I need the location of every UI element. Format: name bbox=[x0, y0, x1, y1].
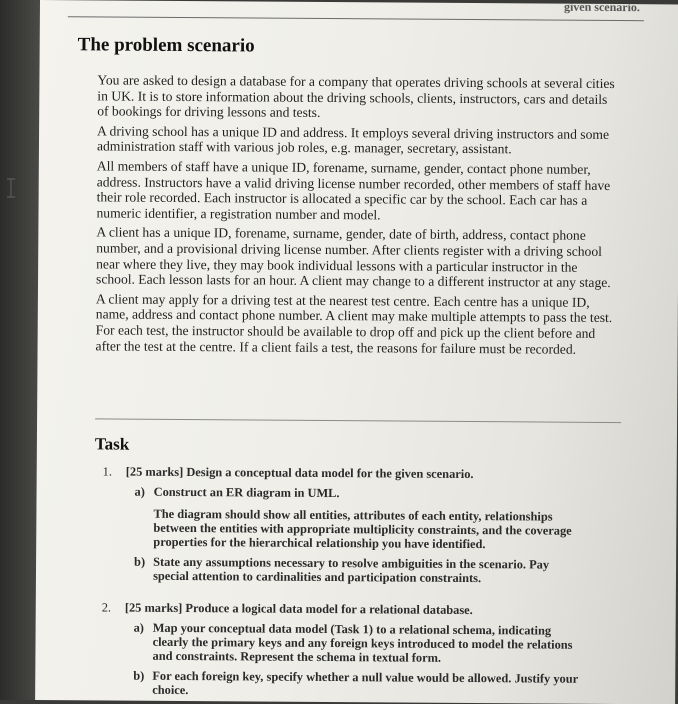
subtask bbox=[134, 485, 622, 552]
task-text: [25 marks] Produce a logical data model for a relational database. bbox=[124, 600, 473, 618]
subtask-text: State any assumptions necessary to resolve ambiguities in the scenario. Pay special attention to cardinalities and participation constraints. bbox=[153, 554, 550, 586]
subtask-detail: The diagram should show all entities, attributes of each entity, relationships between the entities with appropriate multiplicity constraints, and the coverage properties for the hierarchical relationship you have identified. bbox=[153, 506, 572, 552]
subtask-letter: b) bbox=[134, 554, 146, 569]
section-divider bbox=[95, 418, 621, 423]
top-divider bbox=[68, 16, 644, 21]
desk-background bbox=[0, 0, 40, 700]
task-number: 1. bbox=[102, 464, 113, 479]
subtask bbox=[133, 621, 621, 666]
subtask-letter: b) bbox=[133, 668, 145, 683]
scenario-text bbox=[96, 72, 618, 361]
subtask-text: Construct an ER diagram in UML. bbox=[153, 484, 340, 501]
task-list bbox=[101, 464, 623, 704]
scenario-paragraph: All members of staff have a unique ID, forename, surname, gender, contact phone number, address. Instructors have a valid driving license number recorded, other members of staff have their role recorded. Each instructor is allocated a specific car by the school. Each car has a numeric identifier, a registration number and model. bbox=[96, 158, 611, 223]
subtask-text: For each foreign key, specify whether a null value would be allowed. Justify your choice. bbox=[152, 668, 578, 698]
document-page bbox=[35, 0, 678, 704]
subtask bbox=[133, 669, 621, 700]
scenario-paragraph: A client may apply for a driving test at the nearest test centre. Each centre has a unique ID, name, address and contact phone number. A client may make multiple attempts to pass the test. For each test, the instructor should be available to drop off and pick up the client before and after the test at the centre. If a client fails a test, the reasons for failure must be recorded. bbox=[95, 291, 613, 357]
task-heading: Task bbox=[94, 434, 130, 454]
subtask bbox=[134, 555, 622, 586]
task-item bbox=[101, 600, 622, 700]
scenario-heading: The problem scenario bbox=[77, 34, 255, 57]
scenario-paragraph: You are asked to design a database for a company that operates driving schools at several cities in UK. It is to store information about the driving schools, clients, instructors, cars and details of bookings for driving lessons and tests. bbox=[97, 72, 615, 121]
subtask-letter: a) bbox=[134, 484, 145, 499]
scenario-paragraph: A client has a unique ID, forename, surname, gender, date of birth, address, contact phone number, and a provisional driving license number. After clients register with a driving school near where they live, they may book individual lessons with a particular instructor in the school. Each lesson lasts for an hour. A client may change to a different instructor at any stage. bbox=[96, 224, 611, 291]
task-item bbox=[102, 464, 623, 586]
text-cursor-icon bbox=[6, 178, 16, 198]
task-text: [25 marks] Design a conceptual data model for the given scenario. bbox=[125, 464, 474, 482]
subtask-text: Map your conceptual data model (Task 1) to a relational schema, indicating clearly the primary keys and any foreign keys introduced to model the relations and constraints. Represent the schema in textual form. bbox=[152, 620, 573, 665]
subtask-letter: a) bbox=[133, 620, 144, 635]
previous-page-fragment: given scenario. bbox=[563, 0, 641, 15]
scenario-paragraph: A driving school has a unique ID and address. It employs several driving instructors and some administration staff with various job roles, e.g. manager, secretary, assistant. bbox=[96, 123, 610, 157]
task-number: 2. bbox=[101, 600, 112, 615]
